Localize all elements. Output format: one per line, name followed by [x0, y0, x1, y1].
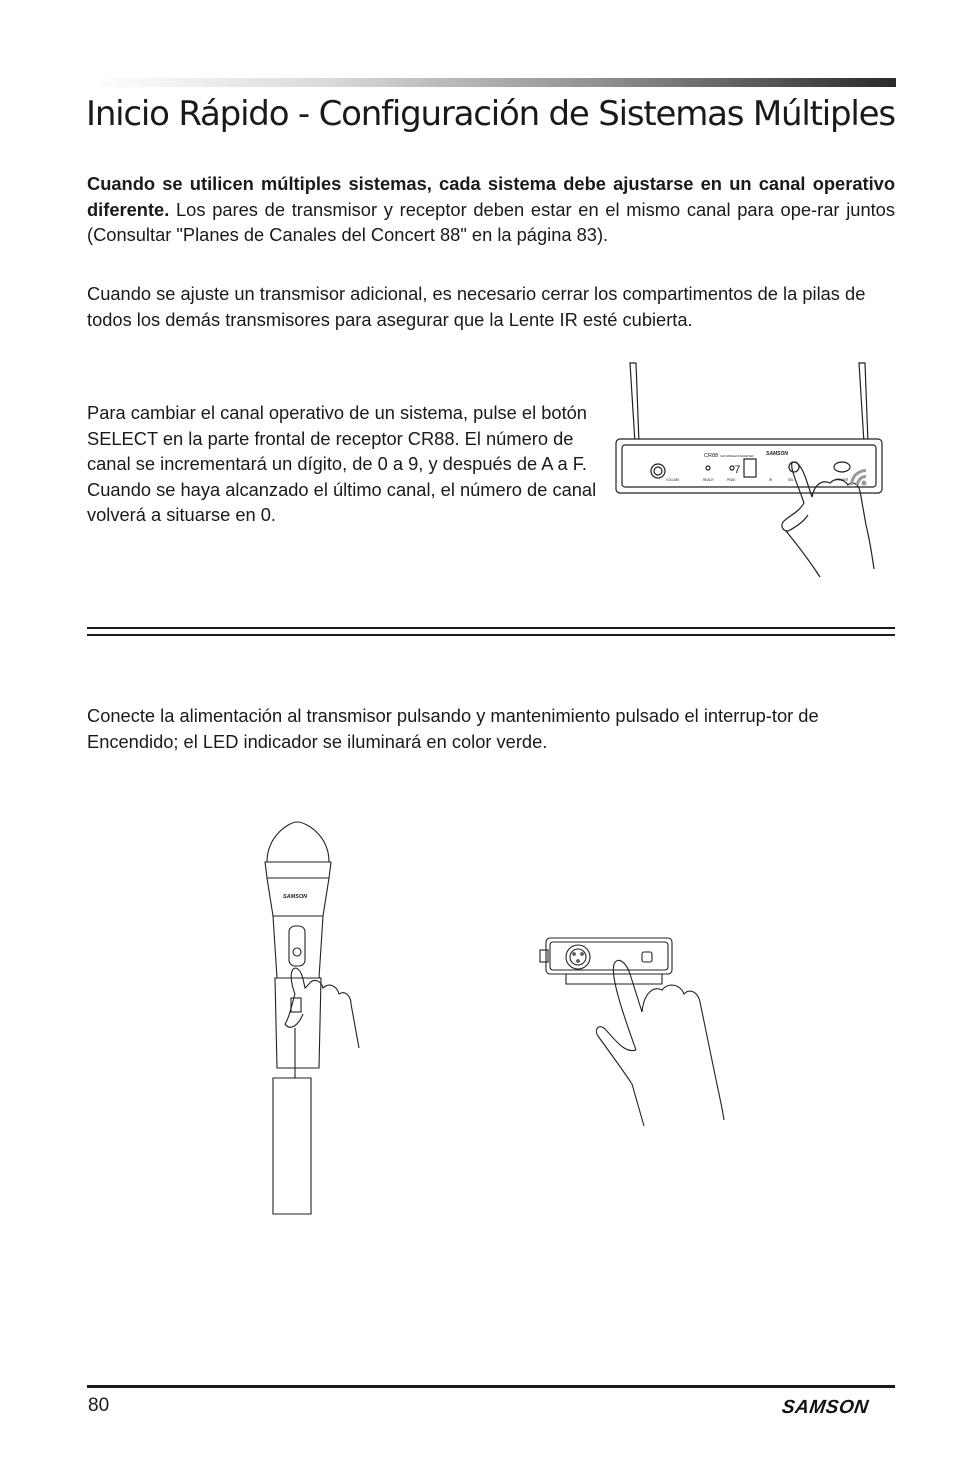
receiver-model-sub-label: UHF WIRELESS RECEIVER — [720, 455, 754, 458]
receiver-model-label: CR88 — [704, 453, 719, 459]
page-number: 80 — [88, 1395, 110, 1416]
section-divider-top — [87, 627, 895, 629]
paragraph-change-channel: Para cambiar el canal operativo de un sistema, pulse el botón SELECT en la parte frontal de receptor CR88. El número de canal se incrementará un dígito, de 0 a 9, y después de A a F. Cuando se haya alcanzado el último canal, el número de canal volverá a situarse en 0. — [87, 402, 597, 525]
mic-brand-label: SAMSON — [283, 894, 308, 900]
paragraph-body: Los pares de transmisor y receptor deben estar en el mismo canal para ope-rar juntos (Consultar "Planes de Canales del Concert 88" en la página 83). — [87, 198, 895, 245]
receiver-select-illustration — [608, 355, 888, 580]
receiver-ready-label: READY — [703, 478, 714, 482]
paragraph-multiple-systems — [87, 171, 895, 248]
receiver-channel-display: 7 — [734, 465, 741, 477]
receiver-brand-label: SAMSON — [766, 451, 788, 457]
bodypack-transmitter-illustration — [538, 930, 738, 1135]
receiver-power-label: POWER — [836, 478, 849, 482]
paragraph-bold-lead: Cuando se utilicen múltiples sistemas, cada sistema debe ajustarse en un canal operativo diferente. — [87, 173, 895, 220]
receiver-volume-label: VOLUME — [666, 478, 680, 482]
footer-rule — [87, 1385, 895, 1388]
page-title: Inicio Rápido - Configuración de Sistemas Múltiples — [86, 94, 895, 134]
header-gradient-bar — [90, 78, 896, 87]
paragraph-battery-compartments: Cuando se ajuste un transmisor adicional, es necesario cerrar los compartimentos de la pilas de todos los demás transmisores para asegurar que la Lente IR esté cubierta. — [87, 283, 866, 330]
receiver-select-label: SEL — [788, 478, 795, 482]
samson-logo: SAMSON — [780, 1397, 870, 1418]
section-divider-bottom — [87, 634, 895, 636]
receiver-peak-label: PEAK — [727, 478, 736, 482]
handheld-mic-illustration — [255, 818, 375, 1220]
paragraph-power-on: Conecte la alimentación al transmisor pulsando y mantenimiento pulsado el interrup-tor de Encendido; el LED indicador se iluminará en color verde. — [87, 705, 819, 752]
receiver-ir-label: IR — [769, 478, 773, 482]
